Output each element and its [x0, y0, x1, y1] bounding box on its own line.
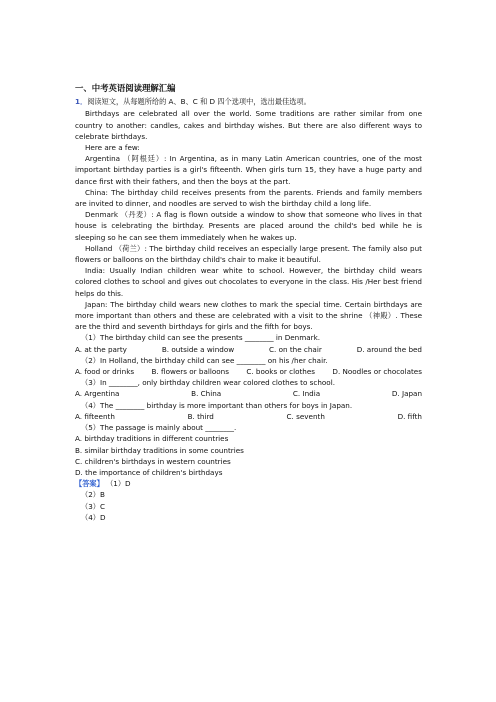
paragraph: India: Usually Indian children wear white to school. However, the birthday child wears colored clothes to school and gives out chocolates to everyone in the class. His /Her best friend helps do this. [75, 266, 422, 298]
option: C. books or clothes [246, 367, 316, 377]
question-options [75, 344, 422, 355]
option: C. India [292, 389, 321, 399]
answer-label: 【答案】 [75, 479, 104, 489]
option: B. flowers or balloons [151, 367, 229, 377]
question-options [75, 411, 422, 422]
question-stem: （3）In ________, only birthday children wear colored clothes to school. [81, 378, 335, 388]
option: C. on the chair [269, 344, 322, 354]
paragraph: Argentina （阿根廷）: In Argentina, as in many Latin American countries, one of the most important birthday parties is a girl's fifteenth. When girls turn 15, they have a huge party and dance first with their fathers, and then the boys at the part. [75, 154, 422, 186]
question-options [75, 388, 422, 399]
question-stem: （5）The passage is mainly about ________. [81, 423, 237, 433]
question-stem: （1）The birthday child can see the presents ________ in Denmark. [81, 333, 321, 343]
instruction-text: 阅读短文，从每题所给的 A、B、C 和 D 四个选项中，选出最佳选项。 [87, 97, 311, 107]
answer-item: （3）C [81, 501, 105, 511]
option: C. seventh [286, 411, 325, 421]
option: A. at the party [75, 344, 127, 354]
option: C. children's birthdays in western countries [75, 456, 231, 466]
paragraph: China: The birthday child receives presents from the parents. Friends and family members are invited to dinner, and noodles are served to wish the birthday child a long life. [75, 187, 422, 209]
answer-item: （4）D [81, 512, 106, 522]
section-title: 一、中考英语阅读理解汇编 [75, 83, 176, 93]
option: B. outside a window [161, 344, 235, 354]
answer-item: （1）D [106, 479, 131, 489]
option: D. the importance of children's birthdays [75, 467, 223, 477]
question-stem: （2）In Holland, the birthday child can see ________ on his /her chair. [81, 355, 328, 365]
option: D. fifth [397, 411, 422, 421]
paragraph: Denmark （丹麦）: A flag is flown outside a window to show that someone who lives in that house is celebrating the birthday. Presents are placed around the child's bed while he is sleeping so he can see them immediately when he wakes up. [75, 210, 422, 242]
option: B. third [187, 411, 214, 421]
option: B. China [191, 389, 222, 399]
option: D. around the bed [356, 344, 422, 354]
option: A. Argentina [75, 389, 120, 399]
option: D. Noodles or chocolates [332, 367, 422, 377]
paragraph: Here are a few: [85, 143, 140, 153]
question-options [75, 366, 422, 377]
option: D. Japan [391, 389, 422, 399]
question-stem: （4）The ________ birthday is more important than others for boys in Japan. [81, 400, 353, 410]
option: A. fifteenth [75, 411, 115, 421]
option: A. birthday traditions in different countries [75, 434, 229, 444]
document-content [75, 83, 422, 523]
answer-block [75, 478, 422, 489]
paragraph: Birthdays are celebrated all over the world. Some traditions are rather similar from one country to another: candles, cakes and birthday wishes. But there are also different ways to celebrate birthdays. [75, 109, 422, 141]
option: A. food or drinks [75, 367, 135, 377]
paragraph: Holland （荷兰）: The birthday child receives an especially large present. The family also put flowers or balloons on the birthday child's chair to make it beautiful. [75, 243, 422, 265]
question-number: 1． [75, 97, 88, 107]
paragraph: Japan: The birthday child wears new clothes to mark the special time. Certain birthdays are more important than others and these are celebrated with a visit to the shrine （神殿）. These are the third and seventh birthdays for girls and the fifth for boys. [75, 299, 422, 332]
instruction [75, 96, 422, 107]
answer-item: （2）B [81, 490, 105, 500]
option: B. similar birthday traditions in some countries [75, 445, 244, 455]
